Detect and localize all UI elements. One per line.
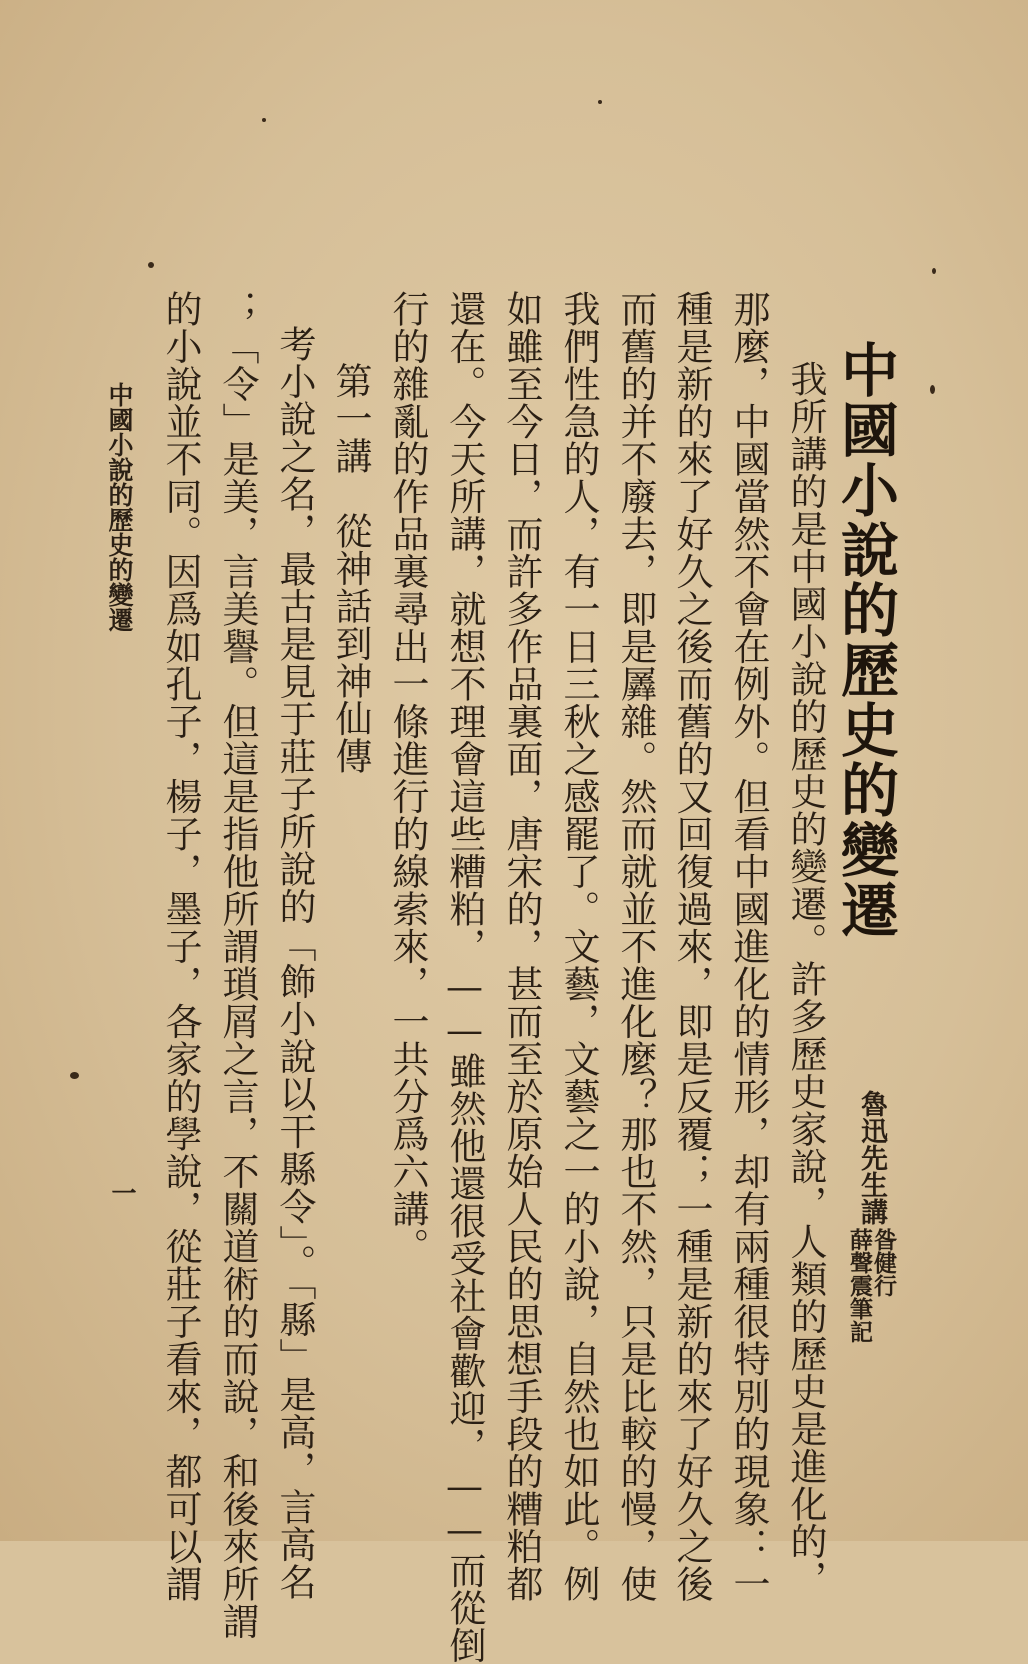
lecturer-credit: 魯迅先生講: [856, 1090, 887, 1225]
text-column: 考小說之名，最古是見于莊子所說的「飾小說以干縣令」。「縣」是高，言高名: [273, 325, 316, 1601]
text-column: 而舊的并不廢去，即是羼雜。然而就並不進化麼？那也不然，只是比較的慢，使: [614, 290, 657, 1603]
ink-speck: [262, 118, 266, 122]
recorder-credit-1: 昝健行: [870, 1228, 897, 1297]
text-column: 那麼，中國當然不會在例外。但看中國進化的情形，却有兩種很特別的現象：一: [727, 290, 770, 1603]
ink-speck: [932, 268, 936, 274]
text-column: 我們性急的人，有一日三秋之感罷了。文藝，文藝之一的小說，自然也如此。例: [557, 290, 600, 1603]
text-column: 的小說並不同。因爲如孔子，楊子，墨子，各家的學說，從莊子看來，都可以謂: [159, 290, 202, 1603]
lecture-heading: 第一講 從神話到神仙傳: [329, 362, 372, 775]
text-column: 我所講的是中國小說的歷史的變遷。許多歷史家說，人類的歷史是進化的，: [784, 360, 827, 1598]
text-column: 如雖至今日，而許多作品裏面，唐宋的，甚而至於原始人民的思想手段的糟粕都: [500, 290, 543, 1603]
page-number: 一: [108, 1180, 137, 1205]
ink-speck: [930, 385, 935, 394]
ink-speck: [70, 1072, 79, 1079]
ink-speck: [598, 100, 602, 104]
text-column: ；「令」是美，言美譽。但這是指他所謂瑣屑之言，不關道術的而說，和後來所謂: [216, 290, 259, 1640]
text-column: 種是新的來了好久之後而舊的又回復過來，即是反覆；一種是新的來了好久之後: [670, 290, 713, 1603]
recorder-credit-2: 薛聲震筆記: [846, 1228, 873, 1343]
running-title: 中國小說的歷史的變遷: [105, 382, 134, 632]
page-title: 中國小說的歷史的變遷: [831, 340, 899, 940]
ink-speck: [148, 262, 154, 268]
text-column: 還在。今天所講，就想不理會這些糟粕，——雖然他還很受社會歡迎，——而從倒: [443, 290, 486, 1664]
text-column: 行的雜亂的作品裏尋出一條進行的線索來，一共分爲六講。: [386, 290, 429, 1265]
